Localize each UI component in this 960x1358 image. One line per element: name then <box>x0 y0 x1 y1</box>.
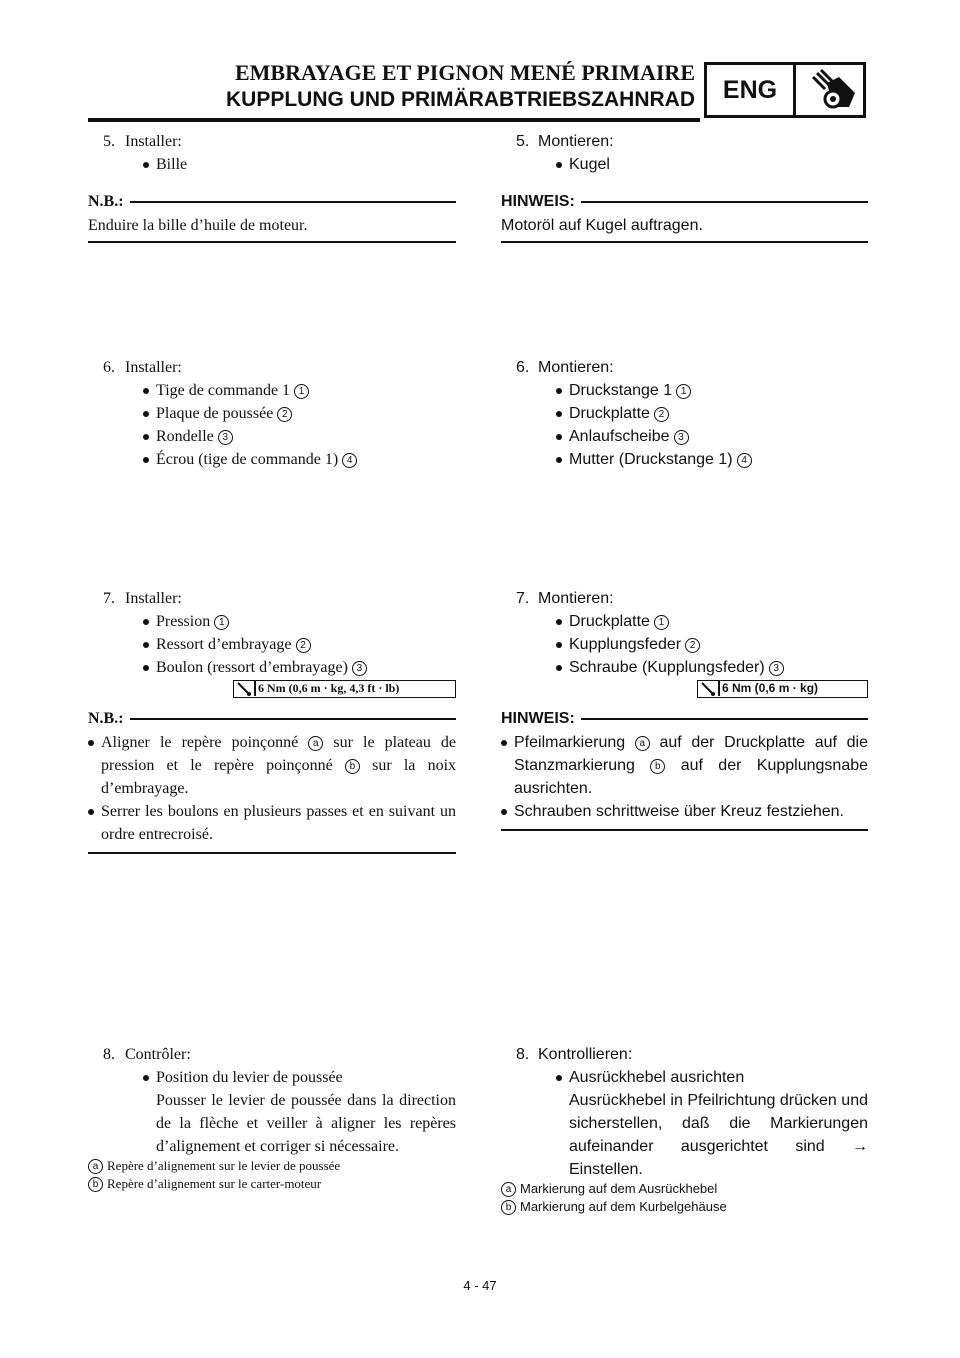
callout-a: a <box>635 736 650 751</box>
fr-legend <box>88 1157 456 1193</box>
callout-3: 3 <box>352 661 367 676</box>
note-bullet: Pfeilmarkierung a auf der Druckplatte auf die Stanzmarkierung b auf der Kupplungsnabe ausrichten. <box>501 731 868 800</box>
list-item: Kupplungsfeder 2 <box>556 633 868 656</box>
torque-wrench-icon <box>700 682 716 696</box>
note-title: N.B.: <box>88 190 130 213</box>
de-step-5 <box>516 130 868 176</box>
callout-1: 1 <box>294 384 309 399</box>
list-item: Écrou (tige de commande 1) 4 <box>143 448 456 471</box>
callout-2: 2 <box>685 638 700 653</box>
step-number: 7. <box>516 590 530 607</box>
step-title: Installer: <box>125 359 182 376</box>
step-title: Installer: <box>125 133 182 150</box>
step-number: 6. <box>103 359 115 376</box>
step-title: Montieren: <box>538 359 614 376</box>
callout-3: 3 <box>674 430 689 445</box>
step-title: Contrôler: <box>125 1046 191 1063</box>
callout-4: 4 <box>737 453 752 468</box>
fr-step-6 <box>103 356 456 471</box>
note-title: HINWEIS: <box>501 707 581 730</box>
callout-2: 2 <box>277 407 292 422</box>
list-item: Anlaufscheibe 3 <box>556 425 868 448</box>
fr-torque-spec <box>233 680 456 698</box>
page-number: 4 - 47 <box>463 1278 497 1293</box>
list-item: Druckplatte 1 <box>556 610 868 633</box>
note-title: HINWEIS: <box>501 190 581 213</box>
page-title-de: KUPPLUNG UND PRIMÄRABTRIEBSZAHNRAD <box>226 88 695 111</box>
engine-icon <box>799 67 863 113</box>
page-title-fr: EMBRAYAGE ET PIGNON MENÉ PRIMAIRE <box>234 60 695 85</box>
de-torque-spec <box>697 680 868 698</box>
step-number: 5. <box>516 133 530 150</box>
step-number: 8. <box>516 1046 530 1063</box>
fr-step-7 <box>103 587 456 679</box>
torque-value: 6 Nm (0,6 m · kg) <box>722 681 819 695</box>
note-bullet: Serrer les boulons en plusieurs passes et en suivant un ordre entrecroisé. <box>88 800 456 846</box>
note-text: Motoröl auf Kugel auftragen. <box>501 217 703 234</box>
de-legend <box>501 1180 868 1216</box>
legend-item: b Markierung auf dem Kurbelgehäuse <box>501 1198 868 1216</box>
de-step-8 <box>516 1043 868 1181</box>
fr-step-8 <box>103 1043 456 1158</box>
list-item: Rondelle 3 <box>143 425 456 448</box>
callout-1: 1 <box>654 615 669 630</box>
list-item: Position du levier de poussée <box>143 1066 456 1089</box>
torque-value: 6 Nm (0,6 m · kg, 4,3 ft · lb) <box>258 681 400 695</box>
list-item: Druckstange 1 1 <box>556 379 868 402</box>
callout-b: b <box>345 759 360 774</box>
legend-item: a Markierung auf dem Ausrückhebel <box>501 1180 868 1198</box>
callout-4: 4 <box>342 453 357 468</box>
de-note-7 <box>501 707 868 831</box>
callout-1: 1 <box>214 615 229 630</box>
step-title: Montieren: <box>538 133 614 150</box>
step-title: Installer: <box>125 590 182 607</box>
list-item: Kugel <box>556 153 868 176</box>
de-step-6 <box>516 356 868 471</box>
callout-3: 3 <box>769 661 784 676</box>
note-bullet: Schrauben schrittweise über Kreuz festziehen. <box>501 800 868 823</box>
list-item: Mutter (Druckstange 1) 4 <box>556 448 868 471</box>
note-title: N.B.: <box>88 707 130 730</box>
callout-2: 2 <box>654 407 669 422</box>
list-item: Plaque de poussée 2 <box>143 402 456 425</box>
torque-wrench-icon <box>236 682 252 696</box>
callout-b: b <box>650 759 665 774</box>
list-item: Tige de commande 1 1 <box>143 379 456 402</box>
callout-2: 2 <box>296 638 311 653</box>
list-item: Druckplatte 2 <box>556 402 868 425</box>
step-paragraph: Ausrückhebel in Pfeilrichtung drücken und sicherstellen, daß die Markierungen aufeinander ausgerichtet sind → Einstellen. <box>569 1092 868 1178</box>
fr-note-7 <box>88 707 456 854</box>
legend-item: a Repère d’alignement sur le levier de poussée <box>88 1157 456 1175</box>
step-paragraph: Pousser le levier de poussée dans la direction de la flèche et veiller à aligner les repères d’alignement et corriger si nécessaire. <box>156 1092 456 1155</box>
fr-step-5 <box>103 130 456 176</box>
step-title: Montieren: <box>538 590 614 607</box>
list-item: Bille <box>143 153 456 176</box>
step-number: 5. <box>103 133 115 150</box>
list-item: Schraube (Kupplungsfeder) 3 <box>556 656 868 679</box>
badge-divider <box>793 65 796 115</box>
callout-a: a <box>308 736 323 751</box>
de-note-5 <box>501 190 868 243</box>
note-bullet: Aligner le repère poinçonné a sur le plateau de pression et le repère poinçonné b sur la noix d’embrayage. <box>88 731 456 800</box>
list-item: Pression 1 <box>143 610 456 633</box>
legend-item: b Repère d’alignement sur le carter-moteur <box>88 1175 456 1193</box>
header-rule <box>88 118 700 122</box>
fr-note-5 <box>88 190 456 243</box>
de-step-7 <box>516 587 868 679</box>
list-item: Boulon (ressort d’embrayage) 3 <box>143 656 456 679</box>
list-item: Ausrückhebel ausrichten <box>556 1066 868 1089</box>
step-number: 6. <box>516 359 530 376</box>
callout-1: 1 <box>676 384 691 399</box>
section-badge-label: ENG <box>722 76 778 104</box>
step-number: 7. <box>103 590 115 607</box>
note-text: Enduire la bille d’huile de moteur. <box>88 217 308 234</box>
callout-3: 3 <box>218 430 233 445</box>
step-title: Kontrollieren: <box>538 1046 633 1063</box>
list-item: Ressort d’embrayage 2 <box>143 633 456 656</box>
step-number: 8. <box>103 1046 115 1063</box>
section-badge <box>704 62 866 118</box>
